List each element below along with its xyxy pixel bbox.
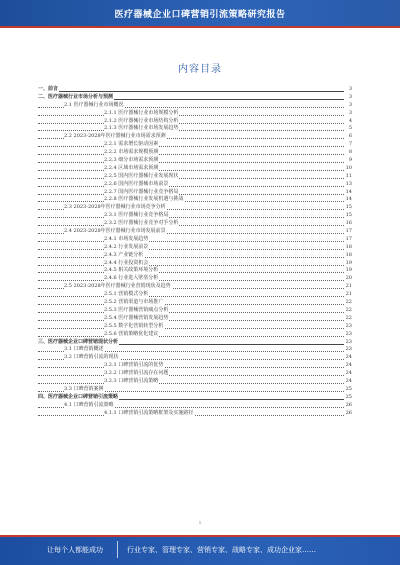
toc-entry-page: 10 [345, 164, 352, 171]
toc-entry[interactable] [38, 110, 352, 118]
toc-entry-page: 24 [345, 370, 352, 377]
toc-entry-page: 18 [345, 251, 352, 258]
toc-entry-page: 19 [345, 267, 352, 274]
toc-entry-label: 3.2.3 口碑营销引流策略 [104, 377, 159, 384]
toc-entry-label: 三、医疗器械企业口碑营销现状分析 [38, 338, 119, 345]
toc-entry-page: 14 [345, 196, 352, 203]
toc-leader-dots [38, 280, 344, 281]
toc-entry[interactable] [38, 102, 352, 110]
toc-leader-dots [38, 241, 344, 242]
toc-entry[interactable] [38, 354, 352, 362]
toc-entry-label: 2.2.3 细分市场需求预测 [104, 157, 159, 164]
toc-entry-page: 22 [345, 306, 352, 313]
toc-entry[interactable] [38, 378, 352, 386]
toc-entry-page: 6 [348, 133, 352, 140]
toc-entry-label: 2.4.6 行业进入壁垒分析 [104, 275, 159, 282]
toc-leader-dots [38, 162, 344, 163]
toc-entry-label: 3.2.2 口碑营销引流存在问题 [104, 370, 169, 377]
toc-entry-page: 17 [345, 235, 352, 242]
toc-entry-label: 四、医疗器械企业口碑营销引流策略 [38, 393, 119, 400]
toc-entry-page: 3 [348, 86, 352, 92]
toc-entry[interactable] [38, 244, 352, 252]
toc-entry-label: 2.1.2 医疗器械行业市场结构分析 [104, 117, 179, 124]
toc-entry-page: 23 [345, 338, 352, 345]
page-number: 1 [198, 520, 202, 525]
toc-entry-label: 2.2.5 国内医疗器械行业发展现状 [104, 172, 179, 179]
toc-leader-dots [38, 123, 344, 124]
toc-entry-label: 3.2.1 口碑营销引流的优势 [104, 362, 164, 369]
toc-entry-label: 2.5.6 营销策略优化建议 [104, 330, 159, 337]
toc-entry-page: 17 [345, 228, 352, 235]
toc-entry[interactable] [38, 157, 352, 165]
toc-entry-label: 2.1.3 医疗器械行业市场发展趋势 [104, 125, 179, 132]
toc-entry[interactable] [38, 86, 352, 94]
toc-leader-dots [38, 91, 344, 92]
toc-entry[interactable] [38, 133, 352, 141]
toc-entry-label: 2.4 2023-2028年医疗器械行业市场发展前景 [64, 228, 166, 235]
toc-entry-page: 15 [345, 204, 352, 211]
toc-entry-label: 2.5.5 数字化营销转型分析 [104, 322, 164, 329]
toc-entry-label: 2.3.1 医疗器械行业竞争格局 [104, 212, 169, 219]
toc-entry-label: 2.2.8 医疗器械行业发展机遇与挑战 [104, 196, 184, 203]
toc-entry-page: 22 [345, 299, 352, 306]
toc-entry-page: 24 [345, 377, 352, 384]
toc-entry[interactable] [38, 331, 352, 339]
toc-leader-dots [38, 320, 344, 321]
toc-entry[interactable] [38, 252, 352, 260]
toc-entry[interactable] [38, 220, 352, 228]
toc-leader-dots [38, 296, 344, 297]
toc-entry[interactable] [38, 299, 352, 307]
toc-entry-label: 2.4.2 行业发展前景 [104, 243, 149, 250]
toc-leader-dots [38, 186, 344, 187]
toc-leader-dots [38, 367, 344, 368]
toc-entry-page: 20 [345, 275, 352, 282]
toc-entry-page: 22 [345, 314, 352, 321]
toc-entry-label: 4.1.1 口碑营销引流策略框架及实施路径 [104, 409, 194, 416]
toc-entry-label: 二、医疗器械行业市场分析与预测 [38, 93, 114, 100]
toc-entry-page: 24 [345, 362, 352, 369]
toc-entry-label: 2.3.2 医疗器械行业竞争对手分析 [104, 220, 179, 227]
toc-entry-page: 3 [348, 101, 352, 108]
toc-entry-label: 4.1 口碑营销引流策略 [64, 401, 114, 408]
toc-leader-dots [38, 170, 344, 171]
toc-entry[interactable] [38, 291, 352, 299]
toc-leader-dots [38, 383, 344, 384]
toc-entry[interactable] [38, 323, 352, 331]
toc-title: 内容目录 [178, 64, 222, 75]
toc-entry[interactable] [38, 410, 352, 418]
toc-entry-page: 3 [348, 109, 352, 116]
toc-leader-dots [38, 265, 344, 266]
toc-entry-label: 2.1.1 医疗器械行业市场规模分析 [104, 109, 179, 116]
toc-leader-dots [38, 146, 344, 147]
toc-entry-label: 一、前言 [38, 86, 59, 92]
toc-entry-page: 9 [348, 157, 352, 164]
toc-entry[interactable] [38, 212, 352, 220]
toc-entry-page: 5 [348, 125, 352, 132]
report-title: 医疗器械企业口碑营销引流策略研究报告 [114, 10, 286, 20]
toc-entry-page: 4 [348, 117, 352, 124]
toc-entry-page: 14 [345, 188, 352, 195]
toc-entry-label: 2.4.5 相关政策环境分析 [104, 267, 159, 274]
toc-leader-dots [38, 336, 344, 337]
toc-entry-label: 2.2.7 国内医疗器械行业竞争格局 [104, 188, 179, 195]
toc-entry-page: 25 [345, 393, 352, 400]
table-of-contents [38, 86, 352, 417]
toc-entry-page: 23 [345, 322, 352, 329]
toc-entry[interactable] [38, 386, 352, 394]
toc-entry-page: 19 [345, 259, 352, 266]
toc-leader-dots [38, 257, 344, 258]
toc-entry-page: 8 [348, 149, 352, 156]
toc-entry-page: 25 [345, 385, 352, 392]
toc-entry-label: 2.2.2 市场需求规模预测 [104, 149, 159, 156]
toc-entry-page: 18 [345, 243, 352, 250]
toc-entry[interactable] [38, 402, 352, 410]
toc-entry[interactable] [38, 189, 352, 197]
toc-entry-page: 24 [345, 354, 352, 361]
footer-slogan: 让每个人都能成功 [47, 546, 103, 554]
toc-entry[interactable] [38, 236, 352, 244]
toc-entry[interactable] [38, 141, 352, 149]
toc-entry[interactable] [38, 362, 352, 370]
toc-entry-label: 2.1 医疗器械行业市场概况 [64, 101, 124, 108]
toc-entry-page: 23 [345, 346, 352, 353]
toc-entry-page: 23 [345, 330, 352, 337]
toc-entry-label: 2.3 2023-2028年医疗器械行业市场竞争分析 [64, 204, 166, 211]
toc-entry-page: 26 [345, 409, 352, 416]
footer-accent-line [0, 535, 400, 537]
toc-entry-page: 21 [345, 291, 352, 298]
toc-leader-dots [38, 328, 344, 329]
toc-entry[interactable] [38, 283, 352, 291]
toc-entry-label: 2.5.3 医疗器械营销痛点分析 [104, 306, 169, 313]
toc-leader-dots [38, 201, 344, 202]
toc-leader-dots [38, 178, 344, 179]
toc-entry-label: 2.2 2023-2028年医疗器械行业市场需求预测 [64, 133, 166, 140]
toc-entry-label: 2.4.1 市场发展趋势 [104, 235, 149, 242]
toc-entry-page: 21 [345, 283, 352, 290]
toc-entry[interactable] [38, 118, 352, 126]
toc-leader-dots [38, 375, 344, 376]
toc-entry-page: 7 [348, 141, 352, 148]
toc-entry-page: 26 [345, 401, 352, 408]
toc-entry-page: 11 [345, 172, 352, 179]
toc-entry[interactable] [38, 315, 352, 323]
toc-entry-page: 3 [348, 93, 352, 100]
footer-divider [117, 541, 118, 558]
toc-leader-dots [38, 194, 344, 195]
toc-leader-dots [38, 115, 344, 116]
footer-tagline: 行业专家、管理专家、营销专家、战略专家、成功企业家…… [127, 546, 316, 554]
toc-entry-label: 2.2.1 需求增长驱动因素 [104, 141, 159, 148]
toc-entry-label: 3.3 口碑营销案例 [64, 385, 104, 392]
toc-entry-label: 2.5.1 营销模式分析 [104, 291, 149, 298]
toc-entry[interactable] [38, 267, 352, 275]
toc-leader-dots [38, 217, 344, 218]
toc-leader-dots [38, 130, 344, 131]
toc-entry-page: 16 [345, 220, 352, 227]
toc-leader-dots [38, 312, 344, 313]
toc-entry-label: 2.2.6 国内医疗器械市场前景 [104, 180, 169, 187]
toc-entry[interactable] [38, 173, 352, 181]
toc-entry[interactable] [38, 149, 352, 157]
toc-entry-label: 2.4.3 产业链分析 [104, 251, 144, 258]
toc-leader-dots [38, 154, 344, 155]
toc-entry-page: 13 [345, 180, 352, 187]
toc-leader-dots [38, 249, 344, 250]
toc-entry-label: 3.1 口碑营销概述 [64, 346, 104, 353]
toc-entry[interactable] [38, 94, 352, 102]
toc-leader-dots [38, 304, 344, 305]
toc-entry[interactable] [38, 370, 352, 378]
toc-leader-dots [38, 225, 344, 226]
toc-entry[interactable] [38, 165, 352, 173]
toc-entry-label: 2.5 2023-2028年医疗器械行业营销现状及趋势 [64, 283, 171, 290]
header-accent-line [0, 26, 400, 28]
toc-entry[interactable] [38, 181, 352, 189]
toc-entry-label: 2.5.4 医疗器械营销发展趋势 [104, 314, 169, 321]
toc-entry-page: 15 [345, 212, 352, 219]
toc-entry-label: 2.5.2 营销渠道与市场推广 [104, 299, 164, 306]
toc-entry[interactable] [38, 394, 352, 402]
toc-entry-label: 2.2.4 区域市场需求预测 [104, 164, 159, 171]
toc-leader-dots [38, 272, 344, 273]
toc-entry[interactable] [38, 260, 352, 268]
toc-entry[interactable] [38, 204, 352, 212]
toc-entry-label: 2.4.4 行业投资机会 [104, 259, 149, 266]
toc-entry[interactable] [38, 307, 352, 315]
toc-entry-label: 3.2 口碑营销引流的现状 [64, 354, 119, 361]
toc-entry[interactable] [38, 228, 352, 236]
